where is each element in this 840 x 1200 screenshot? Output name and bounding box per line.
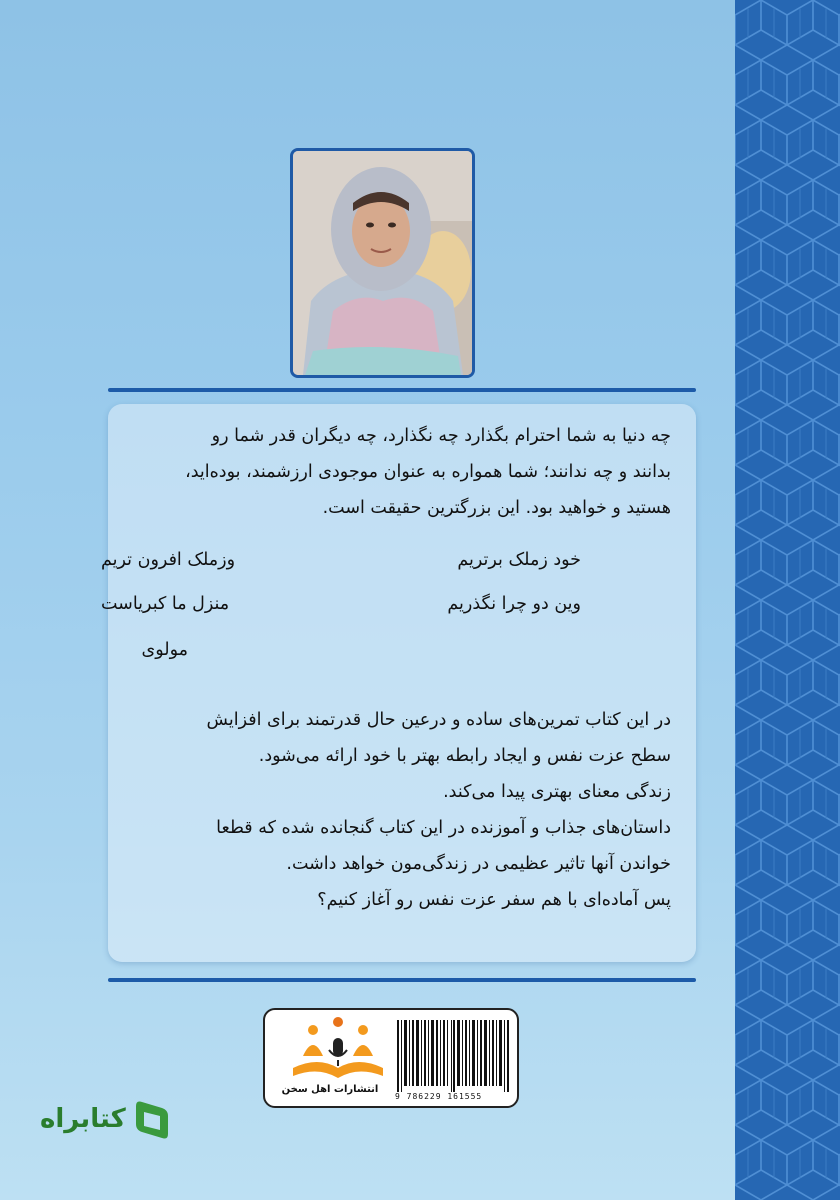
body-line: داستان‌های جذاب و آموزنده در این کتاب گنجانده شده که قطعا [216, 818, 671, 838]
poet-name: مولوی [141, 640, 188, 660]
poem-verse-2 [101, 594, 581, 614]
isbn-digits: 9 786229 161555 [395, 1092, 483, 1101]
ketabrah-logo [40, 1098, 170, 1140]
publisher-logo [273, 1016, 403, 1088]
intro-line: چه دنیا به شما احترام بگذارد چه نگذارد، چه دیگران قدر شما رو [211, 426, 671, 446]
intro-line: هستید و خواهید بود. این بزرگترین حقیقت است. [322, 498, 671, 518]
verse-hemistich: وزملک افرون تریم [101, 550, 236, 570]
intro-paragraph [131, 418, 671, 526]
body-line: در این کتاب تمرین‌های ساده و درعین حال قدرتمند برای افزایش [206, 710, 671, 730]
body-line: خواندن آنها تاثیر عظیمی در زندگی‌مون خواهد داشت. [286, 854, 671, 874]
back-cover-text-card [101, 404, 696, 962]
verse-hemistich: وین دو چرا نگذریم [447, 594, 581, 614]
barcode-publisher-box [263, 1008, 519, 1108]
barcode-bars [397, 1020, 509, 1092]
brand-icon [132, 1098, 170, 1140]
top-divider [108, 388, 696, 392]
pattern-graphic [735, 0, 840, 1200]
author-portrait-image [293, 151, 472, 375]
publisher-name: انتشارات اهل سخن [281, 1084, 379, 1095]
author-photo [290, 148, 475, 378]
body-line: پس آماده‌ای با هم سفر عزت نفس رو آغاز کنیم؟ [317, 890, 671, 910]
body-line: سطح عزت نفس و ایجاد رابطه بهتر با خود ارائه می‌شود. [258, 746, 671, 766]
decorative-pattern-strip [735, 0, 840, 1200]
poem-verse-1 [101, 550, 581, 570]
verse-hemistich: منزل ما کبریاست [101, 594, 230, 614]
verse-hemistich: خود زملک برتریم [457, 550, 581, 570]
brand-name: کتابراه [40, 1104, 126, 1134]
bottom-divider [108, 978, 696, 982]
intro-line: بدانند و چه ندانند؛ شما همواره به عنوان موجودی ارزشمند، بوده‌اید، [185, 462, 671, 482]
body-line: زندگی معنای بهتری پیدا می‌کند. [443, 782, 671, 802]
body-paragraph [131, 702, 671, 918]
